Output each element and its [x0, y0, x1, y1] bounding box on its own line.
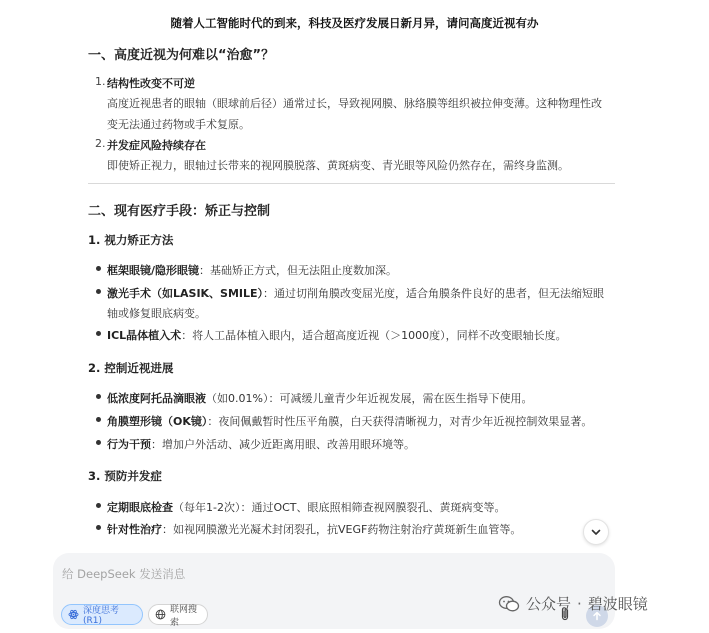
list-item: 低浓度阿托品滴眼液（如0.01%）：可减缓儿童青少年近视发展，需在医生指导下使用。 — [107, 392, 533, 405]
item-1-number: 1. — [95, 75, 106, 88]
atom-icon — [68, 609, 79, 620]
watermark-separator: · — [577, 594, 582, 613]
section-2-heading: 二、现有医疗手段：矫正与控制 — [88, 204, 271, 219]
list-item: 角膜塑形镜（OK镜）：夜间佩戴暂时性压平角膜，白天获得清晰视力，对青少年近视控制效果显著。 — [107, 415, 593, 428]
list-item: 激光手术（如LASIK、SMILE）：通过切削角膜改变屈光度，适合角膜条件良好的患者，但无法缩短眼 — [107, 287, 605, 300]
bullet-dot — [96, 331, 101, 336]
section-divider — [88, 183, 615, 184]
message-composer[interactable] — [53, 553, 615, 629]
bullet-dot — [96, 525, 101, 530]
watermark-name: 碧波眼镜 — [587, 595, 648, 613]
subsection-2-title: 2. 控制近视进展 — [88, 361, 174, 375]
section-1-heading: 一、高度近视为何难以“治愈”？ — [88, 48, 275, 63]
item-2-title: 并发症风险持续存在 — [107, 139, 206, 152]
list-item: 框架眼镜/隐形眼镜：基础矫正方式，但无法阻止度数加深。 — [107, 264, 398, 277]
bullet-dot — [96, 417, 101, 422]
chevron-down-icon — [590, 526, 602, 538]
item-1-line-1: 高度近视患者的眼轴（眼球前后径）通常过长，导致视网膜、脉络膜等组织被拉伸变薄。这种物理性改 — [107, 97, 602, 110]
watermark — [498, 593, 648, 614]
wechat-icon — [498, 595, 520, 613]
item-2-line-1: 即使矫正视力，眼轴过长带来的视网膜脱落、黄斑病变、青光眼等风险仍然存在，需终身监测。 — [107, 159, 569, 172]
bullet-dot — [96, 503, 101, 508]
watermark-account: 公众号 — [526, 595, 572, 613]
list-item: ICL晶体植入术：将人工晶体植入眼内，适合超高度近视（＞1000度），同样不改变眼轴长度。 — [107, 329, 567, 342]
bullet-dot — [96, 289, 101, 294]
deep-think-toggle[interactable] — [61, 604, 143, 625]
list-item-continuation: 轴或修复眼底病变。 — [107, 307, 206, 320]
list-item: 定期眼底检查（每年1-2次）：通过OCT、眼底照相筛查视网膜裂孔、黄斑病变等。 — [107, 501, 506, 514]
deep-think-label: 深度思考 (R1) — [83, 606, 120, 626]
scroll-down-button[interactable] — [583, 519, 609, 545]
item-1-line-2: 变无法通过药物或手术复原。 — [107, 118, 250, 131]
bullet-dot — [96, 440, 101, 445]
item-2-number: 2. — [95, 137, 106, 150]
list-item: 针对性治疗：如视网膜激光光凝术封闭裂孔，抗VEGF药物注射治疗黄斑新生血管等。 — [107, 523, 522, 536]
bullet-dot — [96, 266, 101, 271]
subsection-3-title: 3. 预防并发症 — [88, 469, 162, 483]
web-search-label: 联网搜索 — [170, 604, 198, 628]
message-input-placeholder[interactable]: 给 DeepSeek 发送消息 — [62, 567, 186, 581]
bullet-dot — [96, 394, 101, 399]
globe-icon — [155, 609, 166, 620]
web-search-toggle[interactable] — [148, 604, 208, 628]
subsection-1-title: 1. 视力矫正方法 — [88, 233, 174, 247]
chat-title: 随着人工智能时代的到来，科技及医疗发展日新月异，请问高度近视有办 — [170, 16, 539, 30]
list-item: 行为干预：增加户外活动、减少近距离用眼、改善用眼环境等。 — [107, 438, 415, 451]
item-1-title: 结构性改变不可逆 — [107, 77, 195, 90]
